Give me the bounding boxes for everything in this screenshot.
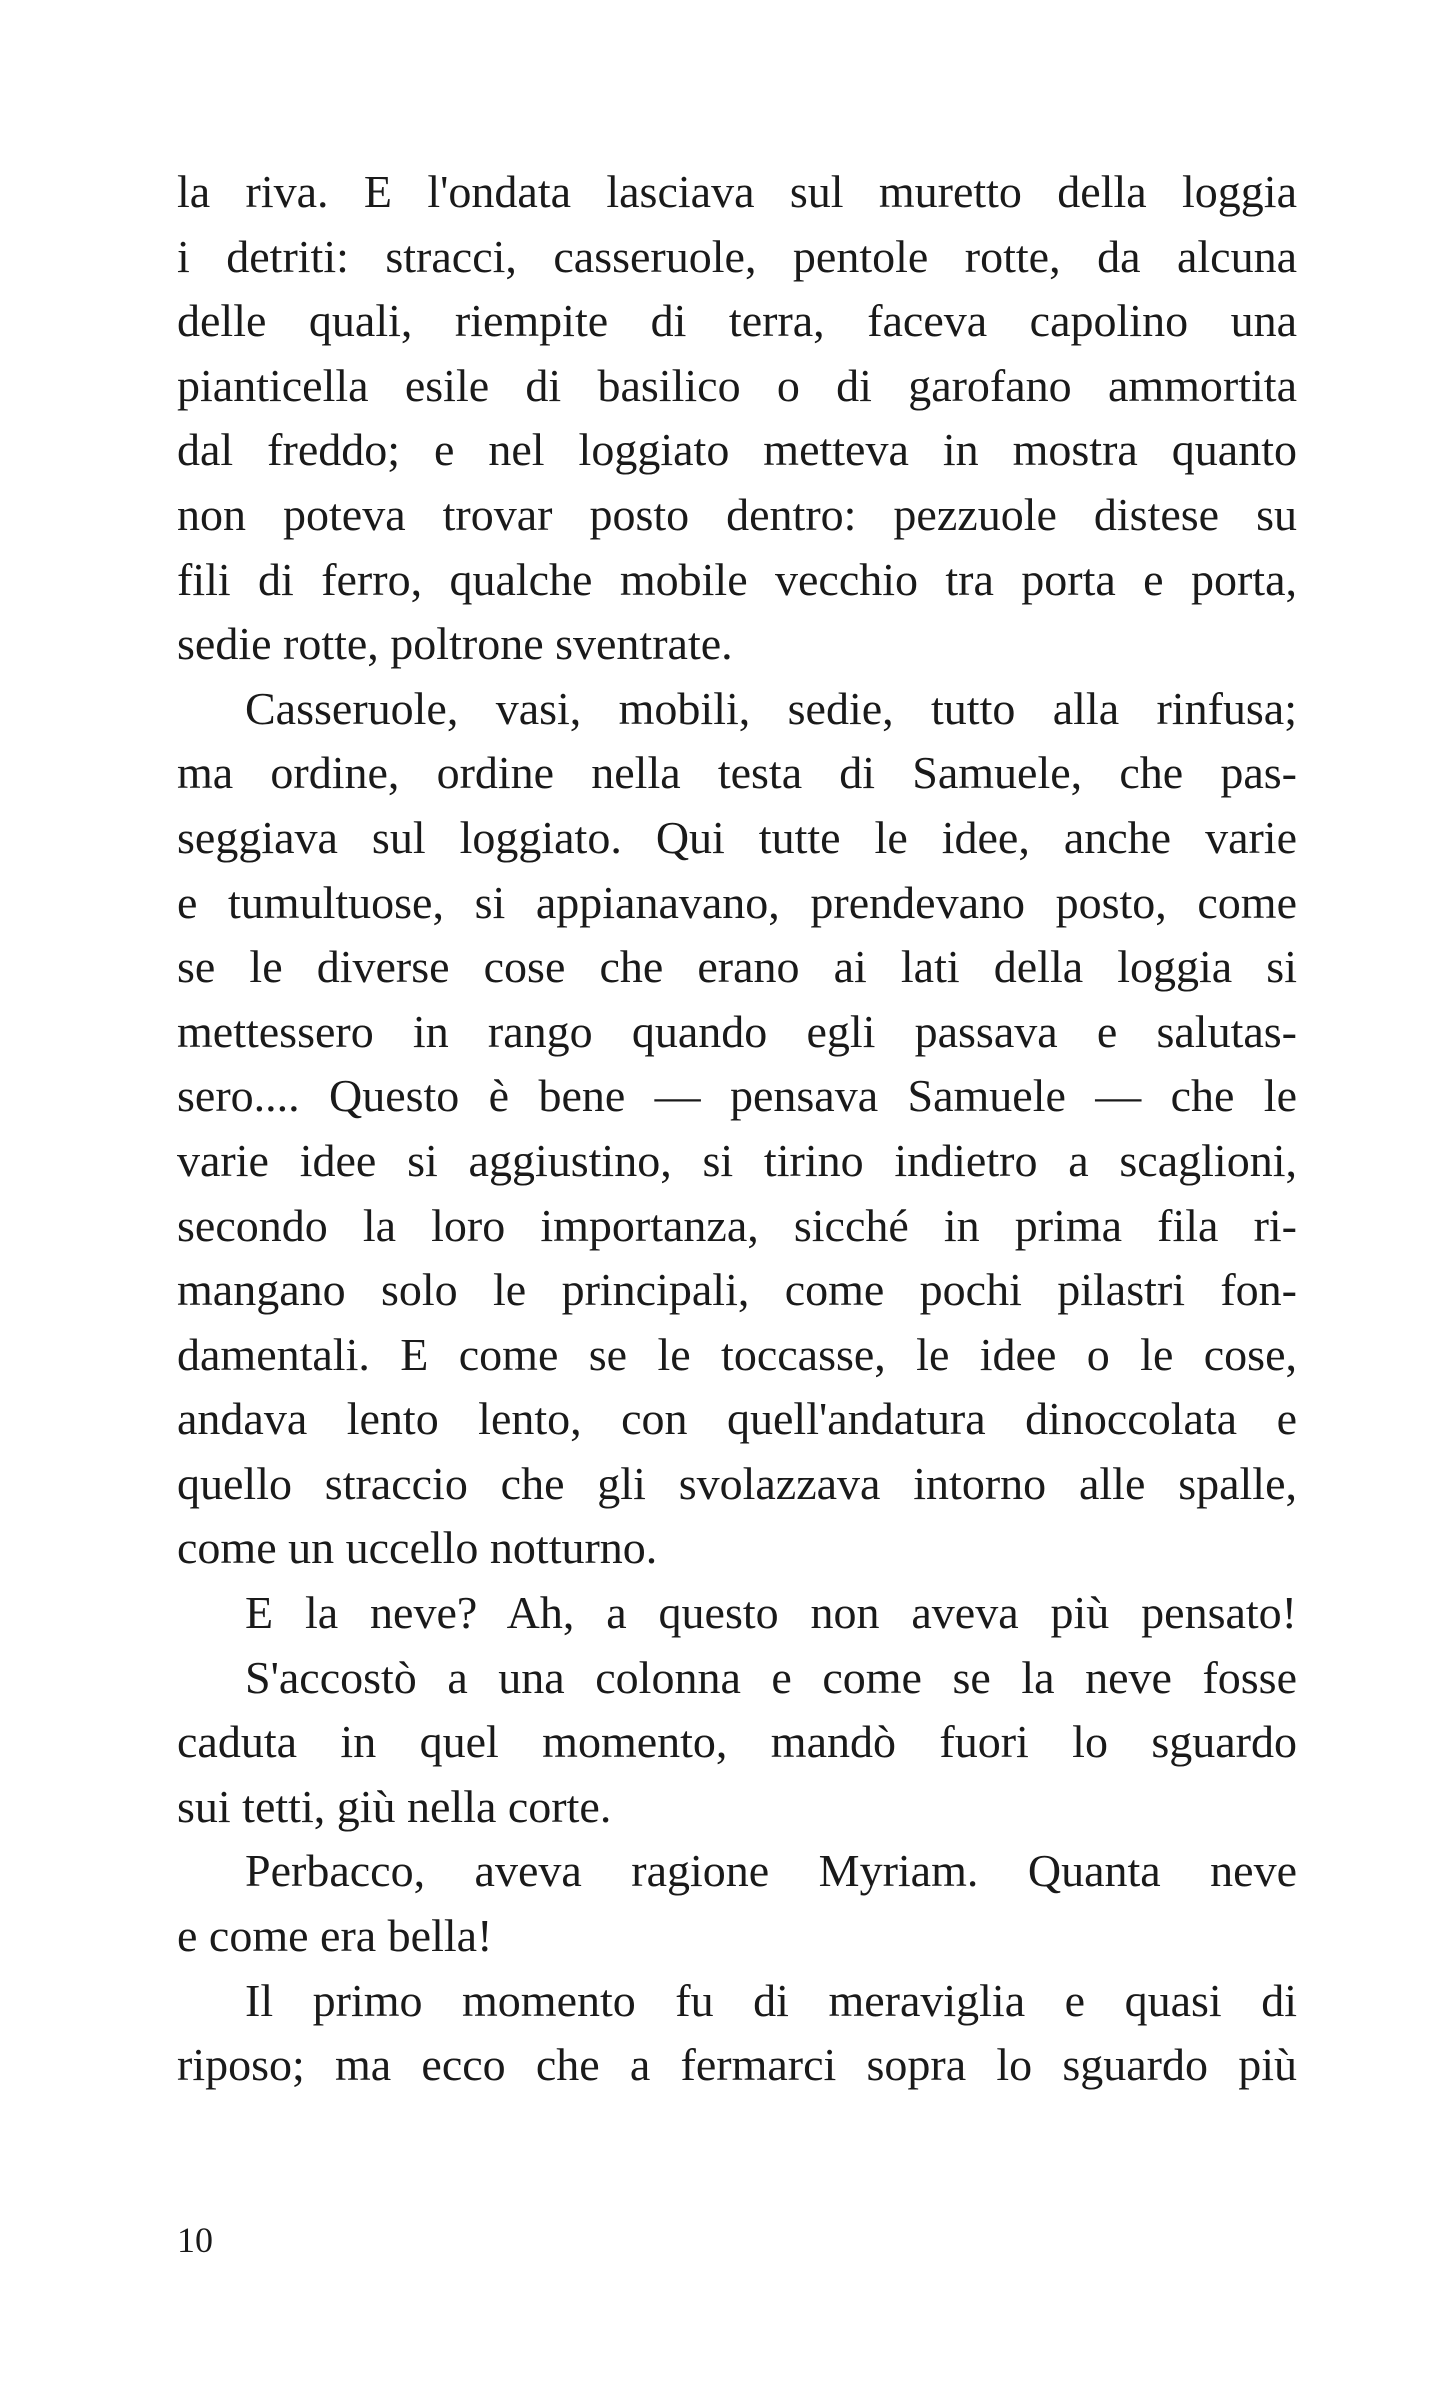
text-line: sedie rotte, poltrone sventrate. xyxy=(177,618,733,670)
text-line: fili di ferro, qualche mobile vecchio tra porta e porta, xyxy=(177,553,1297,605)
text-line: sero.... Questo è bene — pensava Samuele — che le xyxy=(177,1070,1297,1122)
text-line: damentali. E come se le toccasse, le idee o le cose, xyxy=(177,1328,1297,1380)
text-line: la riva. E l'ondata lasciava sul muretto della loggia xyxy=(177,166,1297,217)
text-line: delle quali, riempite di terra, faceva capolino una xyxy=(177,295,1297,347)
page-number: 10 xyxy=(177,2220,213,2260)
text-line: pianticella esile di basilico o di garofano ammortita xyxy=(177,359,1297,411)
text-line: E la neve? Ah, a questo non aveva più pensato! xyxy=(245,1587,1297,1639)
body-text xyxy=(177,160,1297,2098)
text-line: ma ordine, ordine nella testa di Samuele, che pas- xyxy=(177,747,1297,799)
text-line: e come era bella! xyxy=(177,1910,493,1962)
text-line: andava lento lento, con quell'andatura dinoccolata e xyxy=(177,1393,1297,1445)
text-line: mettessero in rango quando egli passava e salutas- xyxy=(177,1005,1297,1057)
text-line: sui tetti, giù nella corte. xyxy=(177,1780,612,1832)
text-line: come un uccello notturno. xyxy=(177,1522,658,1574)
text-line: seggiava sul loggiato. Qui tutte le idee, anche varie xyxy=(177,811,1297,863)
text-line: Perbacco, aveva ragione Myriam. Quanta neve xyxy=(245,1845,1297,1897)
text-line: Il primo momento fu di meraviglia e quasi di xyxy=(245,1974,1297,2026)
text-line: i detriti: stracci, casseruole, pentole rotte, da alcuna xyxy=(177,230,1297,282)
text-line: riposo; ma ecco che a fermarci sopra lo sguardo più xyxy=(177,2039,1297,2091)
text-line: dal freddo; e nel loggiato metteva in mostra quanto xyxy=(177,424,1297,476)
text-line: non poteva trovar posto dentro: pezzuole distese su xyxy=(177,488,1297,540)
text-line: Casseruole, vasi, mobili, sedie, tutto alla rinfusa; xyxy=(245,682,1297,734)
text-line: e tumultuose, si appianavano, prendevano posto, come xyxy=(177,876,1297,928)
text-line: secondo la loro importanza, sicché in prima fila ri- xyxy=(177,1199,1297,1251)
text-line: S'accostò a una colonna e come se la neve fosse xyxy=(245,1651,1297,1703)
text-line: quello straccio che gli svolazzava intorno alle spalle, xyxy=(177,1457,1297,1509)
text-line: caduta in quel momento, mandò fuori lo sguardo xyxy=(177,1716,1297,1768)
text-line: mangano solo le principali, come pochi pilastri fon- xyxy=(177,1264,1297,1316)
text-line: varie idee si aggiustino, si tirino indietro a scaglioni, xyxy=(177,1134,1297,1186)
text-line: se le diverse cose che erano ai lati della loggia si xyxy=(177,941,1297,993)
